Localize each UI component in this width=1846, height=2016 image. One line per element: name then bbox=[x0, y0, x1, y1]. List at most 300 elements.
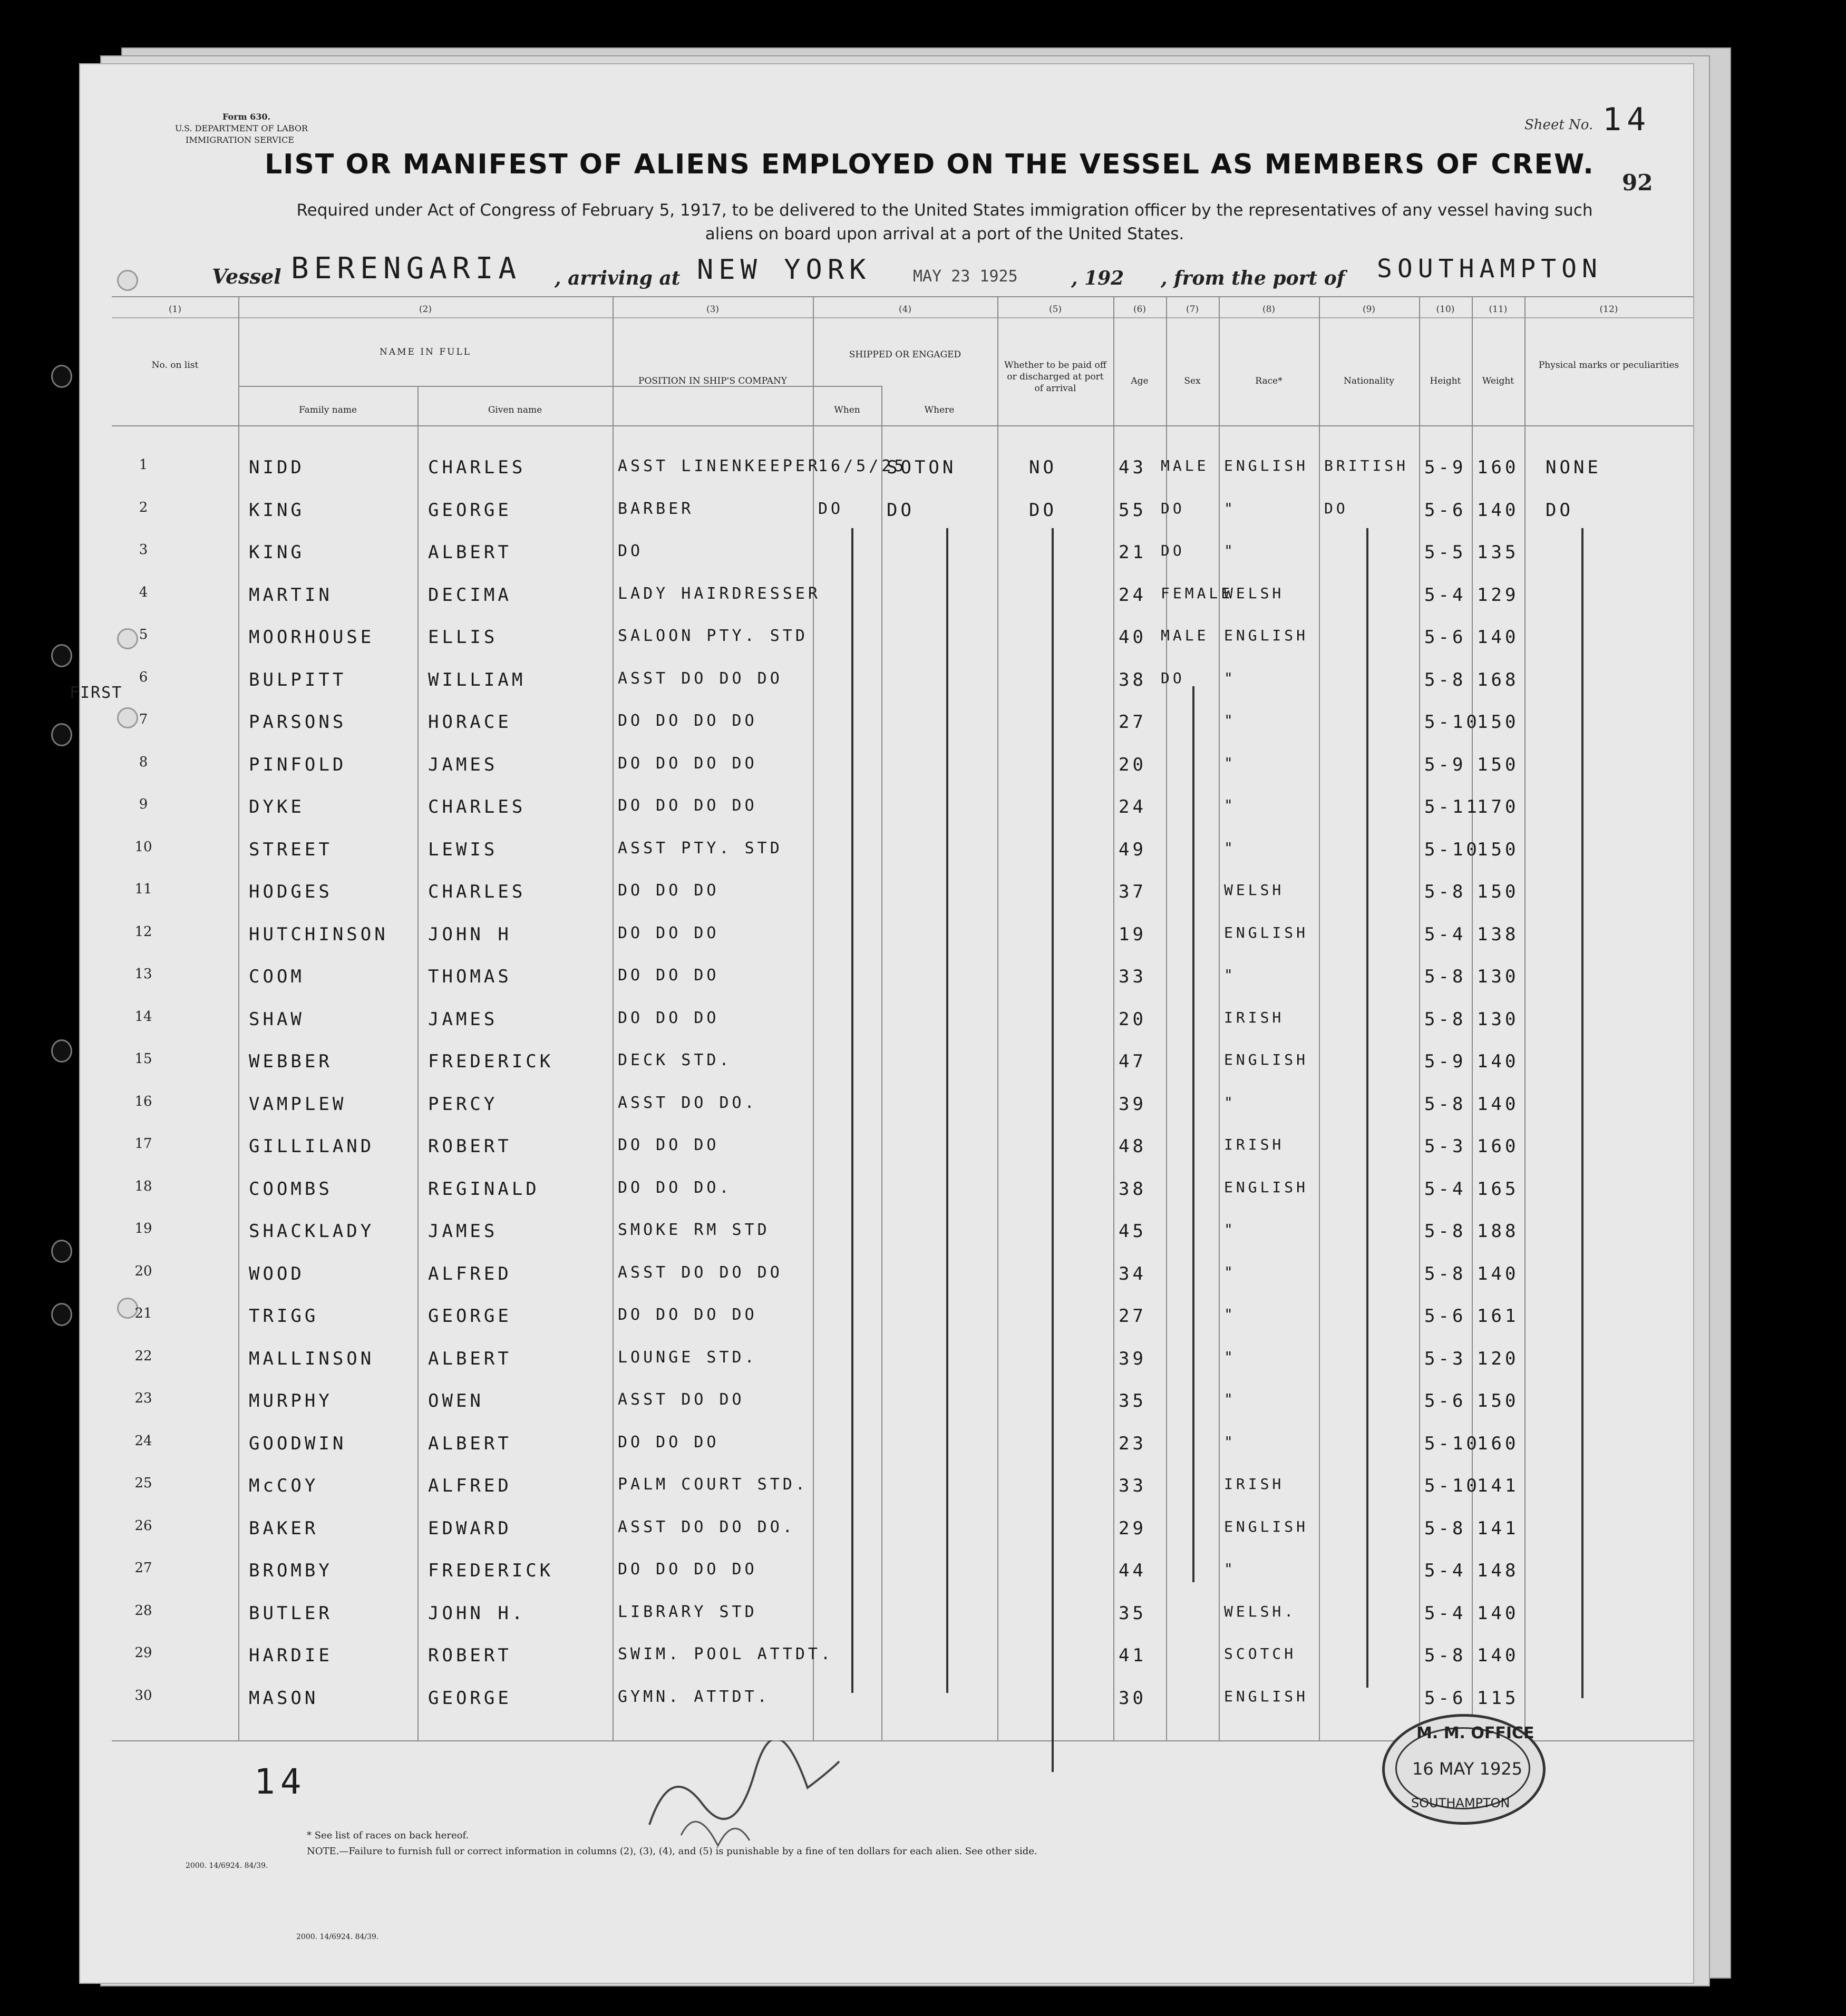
table-row bbox=[80, 452, 1693, 494]
binder-hole bbox=[51, 365, 72, 388]
cell-age: 55 bbox=[1119, 499, 1147, 521]
cell-weight: 150 bbox=[1477, 1390, 1519, 1411]
cell-sex: FEMALE bbox=[1161, 584, 1233, 602]
table-row bbox=[80, 1300, 1693, 1342]
cell-position: DO DO DO DO bbox=[618, 712, 757, 730]
cell-given: JAMES bbox=[428, 1221, 498, 1242]
cell-age: 39 bbox=[1119, 1093, 1147, 1115]
table-row bbox=[80, 1385, 1693, 1427]
cell-weight: 130 bbox=[1477, 1008, 1519, 1030]
cell-age: 19 bbox=[1119, 923, 1147, 945]
cell-weight: 170 bbox=[1477, 796, 1519, 817]
cell-given: ELLIS bbox=[428, 627, 498, 648]
table-row bbox=[80, 1640, 1693, 1682]
cell-height: 5-4 bbox=[1424, 923, 1466, 945]
col-num-5: (5) bbox=[1048, 304, 1062, 315]
cell-no: 21 bbox=[134, 1306, 152, 1321]
cell-position: SMOKE RM STD bbox=[618, 1221, 770, 1239]
cell-race: " bbox=[1224, 966, 1236, 983]
cell-given: ALFRED bbox=[428, 1263, 512, 1284]
cell-family: McCOY bbox=[249, 1475, 319, 1496]
cell-position: DO DO DO DO bbox=[618, 1560, 757, 1579]
cell-given: ALBERT bbox=[428, 1433, 512, 1454]
table-row bbox=[80, 834, 1693, 876]
cell-family: SHACKLADY bbox=[249, 1221, 375, 1242]
cell-race: IRISH bbox=[1224, 1136, 1285, 1153]
cell-age: 49 bbox=[1119, 839, 1147, 860]
cell-race: WELSH. bbox=[1224, 1602, 1297, 1620]
races-note: * See list of races on back hereof. bbox=[307, 1830, 469, 1841]
cell-height: 5-4 bbox=[1424, 1560, 1466, 1581]
cell-height: 5-8 bbox=[1424, 1263, 1466, 1284]
print-code-2: 2000. 14/6924. 84/39. bbox=[296, 1933, 379, 1941]
cell-family: BROMBY bbox=[249, 1560, 333, 1581]
cell-no: 4 bbox=[139, 584, 148, 600]
cell-age: 30 bbox=[1119, 1687, 1147, 1709]
cell-weight: 138 bbox=[1477, 923, 1519, 945]
cell-age: 45 bbox=[1119, 1221, 1147, 1242]
cell-given: CHARLES bbox=[428, 796, 526, 817]
table-row bbox=[80, 749, 1693, 791]
cell-sex: DO bbox=[1161, 542, 1185, 559]
cell-race: IRISH bbox=[1224, 1008, 1285, 1026]
table-row bbox=[80, 706, 1693, 748]
cell-race: " bbox=[1224, 1433, 1236, 1450]
cell-height: 5-8 bbox=[1424, 881, 1466, 902]
cell-no: 3 bbox=[139, 542, 148, 558]
binder-hole bbox=[51, 1039, 72, 1063]
cell-no: 8 bbox=[139, 754, 148, 770]
cell-race: " bbox=[1224, 712, 1236, 729]
cell-race: ENGLISH bbox=[1224, 1517, 1309, 1535]
cell-weight: 140 bbox=[1477, 1263, 1519, 1284]
cell-given: LEWIS bbox=[428, 839, 498, 860]
cell-race: SCOTCH bbox=[1224, 1645, 1297, 1662]
cell-family: BAKER bbox=[249, 1517, 319, 1539]
cell-where: SOTON bbox=[887, 457, 957, 478]
table-row bbox=[80, 1470, 1693, 1512]
cell-no: 6 bbox=[139, 669, 148, 685]
cell-height: 5-6 bbox=[1424, 1390, 1466, 1411]
col-head-nationality: Nationality bbox=[1344, 376, 1394, 386]
cell-age: 43 bbox=[1119, 457, 1147, 478]
cell-family: MASON bbox=[249, 1687, 319, 1709]
col-head-no: No. on list bbox=[151, 360, 199, 371]
cell-no: 7 bbox=[139, 712, 148, 727]
cell-family: DYKE bbox=[249, 796, 305, 817]
table-row bbox=[80, 791, 1693, 833]
table-row bbox=[80, 1513, 1693, 1555]
cell-given: ALFRED bbox=[428, 1475, 512, 1496]
cell-given: OWEN bbox=[428, 1390, 484, 1411]
table-row bbox=[80, 1555, 1693, 1597]
table-row bbox=[80, 1173, 1693, 1215]
cell-given: FREDERICK bbox=[428, 1051, 554, 1072]
cell-position: ASST DO DO bbox=[618, 1390, 745, 1409]
cell-position: LADY HAIRDRESSER bbox=[618, 584, 821, 603]
cell-no: 20 bbox=[134, 1263, 152, 1279]
cell-family: GOODWIN bbox=[249, 1433, 347, 1454]
cell-position: DO DO DO DO bbox=[618, 796, 757, 815]
col-head-family: Family name bbox=[298, 405, 357, 415]
ditto-stroke bbox=[1581, 528, 1583, 1698]
cell-height: 5-4 bbox=[1424, 1602, 1466, 1624]
col-num-2: (2) bbox=[419, 304, 432, 315]
table-row bbox=[80, 1046, 1693, 1088]
cell-no: 12 bbox=[134, 923, 152, 940]
table-row bbox=[80, 1004, 1693, 1046]
cell-weight: 130 bbox=[1477, 966, 1519, 987]
col-head-height: Height bbox=[1430, 376, 1461, 386]
cell-position: LOUNGE STD. bbox=[618, 1348, 757, 1367]
cell-family: MOORHOUSE bbox=[249, 627, 375, 648]
cell-age: 33 bbox=[1119, 966, 1147, 987]
cell-height: 5-8 bbox=[1424, 1517, 1466, 1539]
cell-no: 17 bbox=[134, 1136, 152, 1152]
cell-race: " bbox=[1224, 499, 1236, 517]
table-row bbox=[80, 1428, 1693, 1470]
cell-age: 20 bbox=[1119, 754, 1147, 775]
cell-race: ENGLISH bbox=[1224, 923, 1309, 941]
cell-age: 47 bbox=[1119, 1051, 1147, 1072]
cell-weight: 140 bbox=[1477, 1093, 1519, 1115]
cell-height: 5-10 bbox=[1424, 1433, 1480, 1454]
cell-no: 18 bbox=[134, 1178, 152, 1194]
cell-age: 38 bbox=[1119, 1178, 1147, 1200]
cell-no: 15 bbox=[134, 1051, 152, 1067]
col-num-3: (3) bbox=[706, 304, 720, 315]
cell-race: " bbox=[1224, 1221, 1236, 1238]
table-row bbox=[80, 579, 1693, 621]
cell-position: DECK STD. bbox=[618, 1051, 732, 1069]
cell-height: 5-9 bbox=[1424, 457, 1466, 478]
cell-when: 16/5/25 bbox=[818, 457, 907, 475]
cell-given: JOHN H bbox=[428, 923, 512, 945]
cell-no: 11 bbox=[134, 881, 152, 897]
cell-position: DO DO DO DO bbox=[618, 754, 757, 773]
cell-no: 14 bbox=[134, 1008, 152, 1025]
cell-family: SHAW bbox=[249, 1008, 305, 1030]
cell-age: 20 bbox=[1119, 1008, 1147, 1030]
cell-given: ALBERT bbox=[428, 542, 512, 563]
table-row bbox=[80, 876, 1693, 918]
cell-race: ENGLISH bbox=[1224, 627, 1309, 644]
header-bottom-rule bbox=[112, 425, 1693, 426]
cell-height: 5-3 bbox=[1424, 1136, 1466, 1157]
cell-no: 2 bbox=[139, 499, 148, 515]
cell-race: " bbox=[1224, 1263, 1236, 1281]
col-num-9: (9) bbox=[1362, 304, 1376, 315]
cell-age: 35 bbox=[1119, 1390, 1147, 1411]
cell-age: 44 bbox=[1119, 1560, 1147, 1581]
col-head-given: Given name bbox=[488, 405, 542, 415]
cell-family: TRIGG bbox=[249, 1306, 319, 1327]
vessel-name: BERENGARIA bbox=[291, 251, 522, 286]
cell-position: ASST DO DO. bbox=[618, 1093, 757, 1112]
cell-age: 35 bbox=[1119, 1602, 1147, 1624]
table-row bbox=[80, 1598, 1693, 1640]
cell-position: ASST DO DO DO. bbox=[618, 1517, 795, 1536]
cell-no: 30 bbox=[134, 1687, 152, 1703]
cell-age: 37 bbox=[1119, 881, 1147, 902]
table-row bbox=[80, 1215, 1693, 1258]
cell-position: DO DO DO. bbox=[618, 1178, 732, 1197]
binder-ring bbox=[117, 270, 138, 291]
cell-weight: 188 bbox=[1477, 1221, 1519, 1242]
col-head-age: Age bbox=[1131, 376, 1149, 386]
table-row bbox=[80, 1343, 1693, 1385]
cell-weight: 140 bbox=[1477, 1602, 1519, 1624]
cell-no: 27 bbox=[134, 1560, 152, 1576]
cell-age: 39 bbox=[1119, 1348, 1147, 1369]
cell-family: MURPHY bbox=[249, 1390, 333, 1411]
cell-position: GYMN. ATTDT. bbox=[618, 1687, 770, 1706]
cell-height: 5-5 bbox=[1424, 542, 1466, 563]
cell-given: JAMES bbox=[428, 754, 498, 775]
cell-weight: 120 bbox=[1477, 1348, 1519, 1369]
cell-race: " bbox=[1224, 669, 1236, 687]
cell-race: " bbox=[1224, 754, 1236, 772]
table-top-rule bbox=[112, 296, 1693, 297]
cell-sex: MALE bbox=[1161, 457, 1209, 474]
margin-note: FIRST bbox=[70, 684, 123, 702]
cell-family: VAMPLEW bbox=[249, 1093, 347, 1115]
cell-nationality: DO bbox=[1324, 499, 1348, 517]
ditto-stroke bbox=[1366, 528, 1368, 1688]
table-row bbox=[80, 1258, 1693, 1300]
col-head-position: POSITION IN SHIP'S COMPANY bbox=[638, 376, 787, 386]
cell-no: 5 bbox=[139, 627, 148, 642]
cell-weight: 150 bbox=[1477, 839, 1519, 860]
table-row bbox=[80, 961, 1693, 1003]
cell-given: CHARLES bbox=[428, 881, 526, 902]
cell-given: CHARLES bbox=[428, 457, 526, 478]
cell-age: 24 bbox=[1119, 796, 1147, 817]
cell-paid: DO bbox=[1029, 499, 1057, 521]
binder-hole bbox=[51, 723, 72, 746]
cell-position: SALOON PTY. STD bbox=[618, 627, 808, 645]
col-head-weight: Weight bbox=[1482, 376, 1514, 386]
cell-no: 25 bbox=[134, 1475, 152, 1491]
cell-age: 41 bbox=[1119, 1645, 1147, 1666]
cell-race: " bbox=[1224, 542, 1236, 559]
cell-age: 27 bbox=[1119, 1306, 1147, 1327]
cell-weight: 140 bbox=[1477, 627, 1519, 648]
cell-given: WILLIAM bbox=[428, 669, 526, 690]
cell-no: 9 bbox=[139, 796, 148, 812]
cell-position: DO DO DO bbox=[618, 1008, 720, 1027]
cell-height: 5-11 bbox=[1424, 796, 1480, 817]
cell-when: DO bbox=[818, 499, 844, 518]
stamp-line-3: SOUTHAMPTON bbox=[1411, 1796, 1510, 1810]
stamp-line-1: M. M. OFFICE bbox=[1416, 1724, 1534, 1742]
footer-sheet-mark: 14 bbox=[254, 1761, 307, 1802]
cell-height: 5-8 bbox=[1424, 1008, 1466, 1030]
cell-race: " bbox=[1224, 796, 1236, 814]
cell-family: WEBBER bbox=[249, 1051, 333, 1072]
cell-given: JOHN H. bbox=[428, 1602, 526, 1624]
cell-no: 23 bbox=[134, 1390, 152, 1406]
ditto-stroke bbox=[946, 528, 948, 1693]
arrival-port: NEW YORK bbox=[697, 254, 871, 286]
cell-given: ROBERT bbox=[428, 1136, 512, 1157]
binder-hole bbox=[51, 644, 72, 667]
ditto-stroke bbox=[851, 528, 853, 1693]
cell-family: GILLILAND bbox=[249, 1136, 375, 1157]
cell-weight: 140 bbox=[1477, 1645, 1519, 1666]
cell-height: 5-8 bbox=[1424, 1093, 1466, 1115]
cell-marks: NONE bbox=[1546, 457, 1601, 478]
cell-race: " bbox=[1224, 1093, 1236, 1111]
cell-no: 28 bbox=[134, 1602, 152, 1619]
from-port: SOUTHAMPTON bbox=[1377, 254, 1602, 284]
from-label: , from the port of bbox=[1161, 267, 1345, 289]
cell-weight: 129 bbox=[1477, 584, 1519, 606]
cell-height: 5-8 bbox=[1424, 966, 1466, 987]
cell-family: HARDIE bbox=[249, 1645, 333, 1666]
sheet-number: 14 bbox=[1602, 101, 1651, 138]
cell-height: 5-6 bbox=[1424, 1687, 1466, 1709]
cell-given: REGINALD bbox=[428, 1178, 540, 1200]
cell-position: ASST DO DO DO bbox=[618, 669, 783, 688]
cell-race: ENGLISH bbox=[1224, 1687, 1309, 1705]
penalty-note: NOTE.—Failure to furnish full or correct information in columns (2), (3), (4), and (5) is punishable by a fine of ten dollars for each alien. See other side. bbox=[307, 1846, 1037, 1857]
cell-race: " bbox=[1224, 1390, 1236, 1408]
cell-age: 34 bbox=[1119, 1263, 1147, 1284]
cell-weight: 148 bbox=[1477, 1560, 1519, 1581]
manifest-title: LIST OR MANIFEST OF ALIENS EMPLOYED ON THE VESSEL AS MEMBERS OF CREW. bbox=[265, 149, 1595, 180]
cell-given: ALBERT bbox=[428, 1348, 512, 1369]
cell-family: WOOD bbox=[249, 1263, 305, 1284]
cell-no: 13 bbox=[134, 966, 152, 982]
cell-family: PARSONS bbox=[249, 712, 347, 733]
cell-given: FREDERICK bbox=[428, 1560, 554, 1581]
table-row bbox=[80, 664, 1693, 706]
cell-height: 5-8 bbox=[1424, 669, 1466, 690]
cell-position: DO DO DO bbox=[618, 1433, 720, 1452]
col-head-shipped: SHIPPED OR ENGAGED bbox=[849, 349, 961, 360]
cell-height: 5-6 bbox=[1424, 499, 1466, 521]
cell-no: 16 bbox=[134, 1093, 152, 1109]
cell-height: 5-10 bbox=[1424, 839, 1480, 860]
col-num-8: (8) bbox=[1262, 304, 1276, 315]
mm-office-stamp bbox=[1382, 1714, 1546, 1825]
requirement-line-2: aliens on board upon arrival at a port of the United States. bbox=[705, 225, 1184, 244]
col-head-name: NAME IN FULL bbox=[379, 347, 472, 357]
date-stamp: MAY 23 1925 bbox=[913, 267, 1018, 286]
cell-given: HORACE bbox=[428, 712, 512, 733]
signature bbox=[639, 1740, 850, 1862]
cell-height: 5-10 bbox=[1424, 712, 1480, 733]
cell-family: NIDD bbox=[249, 457, 305, 478]
col-head-where: Where bbox=[924, 405, 955, 415]
cell-given: EDWARD bbox=[428, 1517, 512, 1539]
cell-age: 24 bbox=[1119, 584, 1147, 606]
cell-age: 21 bbox=[1119, 542, 1147, 563]
cell-height: 5-3 bbox=[1424, 1348, 1466, 1369]
col-num-6: (6) bbox=[1133, 304, 1147, 315]
department: U.S. DEPARTMENT OF LABOR bbox=[175, 123, 308, 133]
table-row bbox=[80, 1131, 1693, 1173]
requirement-line-1: Required under Act of Congress of February 5, 1917, to be delivered to the United States immigration officer by the representatives of any vessel having such bbox=[296, 201, 1593, 220]
cell-sex: DO bbox=[1161, 669, 1185, 687]
cell-no: 24 bbox=[134, 1433, 152, 1449]
cell-weight: 135 bbox=[1477, 542, 1519, 563]
cell-position: SWIM. POOL ATTDT. bbox=[618, 1645, 834, 1663]
cell-height: 5-4 bbox=[1424, 584, 1466, 606]
cell-position: DO DO DO bbox=[618, 1136, 720, 1154]
cell-race: ENGLISH bbox=[1224, 1051, 1309, 1068]
col-head-sex: Sex bbox=[1184, 376, 1201, 386]
vessel-label: Vessel bbox=[212, 265, 281, 288]
cell-height: 5-10 bbox=[1424, 1475, 1480, 1496]
cell-family: COOMBS bbox=[249, 1178, 333, 1200]
cell-age: 48 bbox=[1119, 1136, 1147, 1157]
cell-no: 26 bbox=[134, 1517, 152, 1534]
cell-given: PERCY bbox=[428, 1093, 498, 1115]
cell-position: DO DO DO DO bbox=[618, 1306, 757, 1324]
ditto-stroke bbox=[1192, 686, 1194, 1582]
table-row bbox=[80, 537, 1693, 579]
cell-family: MALLINSON bbox=[249, 1348, 375, 1369]
col-num-1: (1) bbox=[168, 304, 182, 315]
cell-family: MARTIN bbox=[249, 584, 333, 606]
cell-no: 10 bbox=[134, 839, 152, 855]
cell-no: 29 bbox=[134, 1645, 152, 1661]
cell-weight: 160 bbox=[1477, 1136, 1519, 1157]
cell-race: IRISH bbox=[1224, 1475, 1285, 1493]
cell-given: GEORGE bbox=[428, 499, 512, 521]
cell-given: DECIMA bbox=[428, 584, 512, 606]
cell-race: " bbox=[1224, 1348, 1236, 1366]
cell-age: 23 bbox=[1119, 1433, 1147, 1454]
cell-position: ASST DO DO DO bbox=[618, 1263, 783, 1282]
cell-family: BUTLER bbox=[249, 1602, 333, 1624]
col-head-when: When bbox=[834, 405, 860, 415]
cell-weight: 150 bbox=[1477, 754, 1519, 775]
arriving-label: , arriving at bbox=[555, 267, 681, 289]
cell-height: 5-9 bbox=[1424, 1051, 1466, 1072]
stamp-line-2: 16 MAY 1925 bbox=[1412, 1759, 1523, 1779]
cell-weight: 160 bbox=[1477, 1433, 1519, 1454]
cell-weight: 141 bbox=[1477, 1517, 1519, 1539]
cell-age: 40 bbox=[1119, 627, 1147, 648]
col-num-11: (11) bbox=[1489, 304, 1508, 315]
ditto-stroke bbox=[1052, 528, 1054, 1772]
year-label: , 192 bbox=[1071, 267, 1124, 289]
code-number: 92 bbox=[1622, 170, 1653, 196]
cell-race: " bbox=[1224, 1560, 1236, 1577]
binder-hole bbox=[51, 1303, 72, 1326]
cell-race: WELSH bbox=[1224, 881, 1285, 899]
col-head-paid-off: Whether to be paid off or discharged at port of arrival bbox=[1004, 360, 1106, 394]
cell-height: 5-8 bbox=[1424, 1645, 1466, 1666]
service: IMMIGRATION SERVICE bbox=[186, 135, 295, 145]
cell-family: KING bbox=[249, 499, 305, 521]
cell-race: ENGLISH bbox=[1224, 457, 1309, 474]
cell-height: 5-8 bbox=[1424, 1221, 1466, 1242]
cell-family: STREET bbox=[249, 839, 333, 860]
cell-weight: 160 bbox=[1477, 457, 1519, 478]
cell-weight: 150 bbox=[1477, 712, 1519, 733]
cell-given: JAMES bbox=[428, 1008, 498, 1030]
print-code: 2000. 14/6924. 84/39. bbox=[186, 1862, 268, 1870]
table-row bbox=[80, 919, 1693, 961]
cell-position: ASST PTY. STD bbox=[618, 839, 783, 858]
cell-family: KING bbox=[249, 542, 305, 563]
cell-position: PALM COURT STD. bbox=[618, 1475, 808, 1494]
cell-weight: 140 bbox=[1477, 499, 1519, 521]
